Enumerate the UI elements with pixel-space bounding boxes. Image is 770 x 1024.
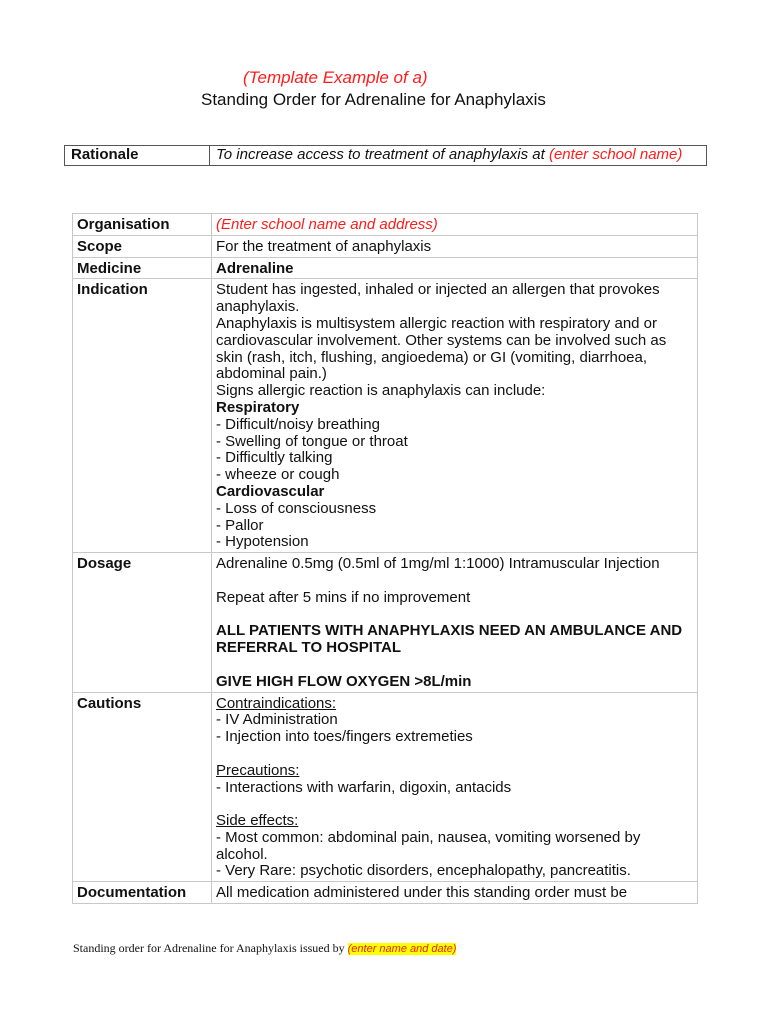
repeat-text: Repeat after 5 mins if no improvement [216,588,471,606]
list-item: - Difficultly talking [216,449,333,467]
row-label: Cautions [73,692,212,882]
table-row [73,257,698,279]
row-label: Indication [73,279,212,553]
footer-placeholder: (enter name and date) [347,943,457,955]
table-row [73,235,698,257]
documentation-value: All medication administered under this standing order must be [212,882,698,904]
cardiovascular-heading: Cardiovascular [216,482,325,500]
side-effects-heading: Side effects: [216,812,299,830]
dose-text: Adrenaline 0.5mg (0.5ml of 1mg/ml 1:1000) Intramuscular Injection [216,555,660,573]
list-item: - Hypotension [216,533,309,551]
table-row [73,553,698,692]
ambulance-warning: ALL PATIENTS WITH ANAPHYLAXIS NEED AN AMBULANCE AND REFERRAL TO HOSPITAL [216,622,683,657]
row-label: Organisation [73,214,212,236]
table-row [73,692,698,882]
list-item: - Pallor [216,516,264,534]
list-item: - wheeze or cough [216,466,340,484]
standing-order-table [72,213,698,904]
indication-text: Anaphylaxis is multisystem allergic reaction with respiratory and or cardiovascular involvement. Other systems can be involved such as skin (rash, itch, flushing, angioedema) or GI (vomiting, diarrhoea, abdominal pain.) [216,314,667,383]
row-label: Medicine [73,257,212,279]
page-title: Standing Order for Adrenaline for Anaphylaxis [201,90,546,109]
precautions-heading: Precautions: [216,761,300,779]
indication-text: Student has ingested, inhaled or injected an allergen that provokes anaphylaxis. [216,281,660,316]
list-item: - Loss of consciousness [216,499,377,517]
list-item: - Difficult/noisy breathing [216,415,380,433]
list-item: - Very Rare: psychotic disorders, encephalopathy, pancreatitis. [216,862,631,880]
rationale-text: To increase access to treatment of anaphylaxis at [216,146,549,163]
cautions-value [212,692,698,882]
table-row [73,882,698,904]
organisation-placeholder: (Enter school name and address) [212,214,698,236]
contraindications-heading: Contraindications: [216,694,337,712]
rationale-label: Rationale [65,146,210,166]
footer [73,941,456,956]
table-row [73,214,698,236]
scope-value: For the treatment of anaphylaxis [212,235,698,257]
medicine-value: Adrenaline [212,257,698,279]
list-item: - IV Administration [216,711,338,729]
indication-text: Signs allergic reaction is anaphylaxis can include: [216,382,546,400]
footer-text: Standing order for Adrenaline for Anaphylaxis issued by [73,941,348,955]
dosage-value [212,553,698,692]
indication-value [212,279,698,553]
rationale-value [210,146,707,166]
list-item: - Injection into toes/fingers extremeties [216,728,473,746]
row-label: Documentation [73,882,212,904]
row-label: Scope [73,235,212,257]
respiratory-heading: Respiratory [216,398,300,416]
list-item: - Interactions with warfarin, digoxin, antacids [216,778,512,796]
rationale-row [65,146,707,166]
row-label: Dosage [73,553,212,692]
template-note: (Template Example of a) [243,68,428,87]
table-row [73,279,698,553]
rationale-table [64,145,707,166]
oxygen-instruction: GIVE HIGH FLOW OXYGEN >8L/min [216,672,472,690]
list-item: - Swelling of tongue or throat [216,432,408,450]
school-name-placeholder: (enter school name) [548,146,683,163]
list-item: - Most common: abdominal pain, nausea, vomiting worsened by alcohol. [216,828,641,863]
